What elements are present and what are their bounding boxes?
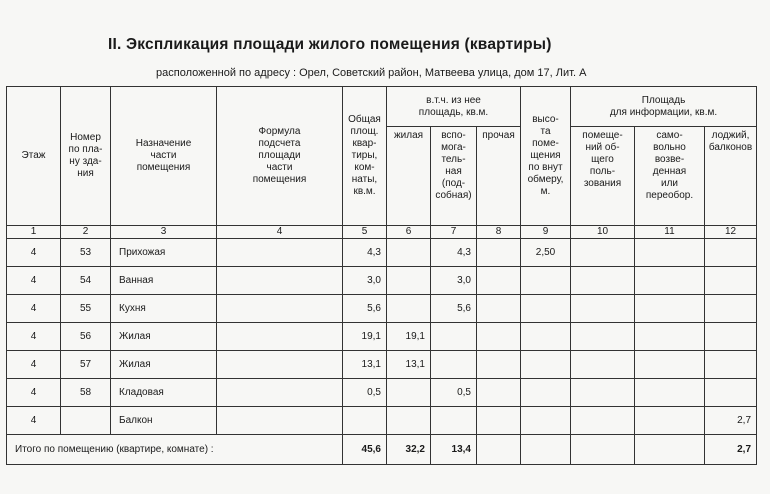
- header-living: жилая: [387, 127, 431, 226]
- col-number: 8: [477, 226, 521, 239]
- header-incl-group: в.т.ч. из нее площадь, кв.м.: [387, 87, 521, 127]
- totals-living: 32,2: [387, 435, 431, 465]
- document-title: II. Экспликация площади жилого помещения (квартиры): [108, 36, 552, 53]
- cell-formula: [217, 239, 343, 267]
- cell-total-area: 5,6: [343, 295, 387, 323]
- column-numbers-row: [7, 226, 757, 239]
- table-row: [7, 323, 757, 351]
- cell-loggia: 2,7: [705, 407, 757, 435]
- cell-purpose: Жилая: [111, 323, 217, 351]
- cell-floor: 4: [7, 379, 61, 407]
- cell-total-area: 3,0: [343, 267, 387, 295]
- cell-purpose: Кладовая: [111, 379, 217, 407]
- cell-formula: [217, 323, 343, 351]
- header-loggia: лоджий, балконов: [705, 127, 757, 226]
- cell-formula: [217, 407, 343, 435]
- cell-loggia: [705, 351, 757, 379]
- cell-living: [387, 239, 431, 267]
- cell-other: [477, 379, 521, 407]
- cell-other: [477, 407, 521, 435]
- header-info-group: Площадь для информации, кв.м.: [571, 87, 757, 127]
- totals-total-area: 45,6: [343, 435, 387, 465]
- cell-living: [387, 407, 431, 435]
- cell-living: 13,1: [387, 351, 431, 379]
- cell-living: [387, 379, 431, 407]
- cell-room-no: 57: [61, 351, 111, 379]
- cell-room-no: 56: [61, 323, 111, 351]
- cell-formula: [217, 351, 343, 379]
- cell-room-no: 55: [61, 295, 111, 323]
- cell-other: [477, 267, 521, 295]
- cell-loggia: [705, 323, 757, 351]
- cell-total-area: 19,1: [343, 323, 387, 351]
- col-number: 6: [387, 226, 431, 239]
- header-purpose: Назначение части помещения: [111, 87, 217, 226]
- totals-label: Итого по помещению (квартире, комнате) :: [7, 435, 343, 465]
- cell-loggia: [705, 379, 757, 407]
- explication-table: [6, 86, 757, 465]
- cell-living: [387, 295, 431, 323]
- cell-auxiliary: 5,6: [431, 295, 477, 323]
- cell-common: [571, 407, 635, 435]
- cell-floor: 4: [7, 267, 61, 295]
- header-common: помеще- ний об- щего поль- зования: [571, 127, 635, 226]
- cell-height: [521, 379, 571, 407]
- table-row: [7, 295, 757, 323]
- cell-common: [571, 379, 635, 407]
- cell-self-built: [635, 323, 705, 351]
- cell-self-built: [635, 239, 705, 267]
- header-total-area: Общая площ. квар- тиры, ком- наты, кв.м.: [343, 87, 387, 226]
- cell-self-built: [635, 379, 705, 407]
- cell-height: [521, 295, 571, 323]
- cell-common: [571, 295, 635, 323]
- cell-total-area: 4,3: [343, 239, 387, 267]
- col-number: 2: [61, 226, 111, 239]
- cell-height: [521, 267, 571, 295]
- totals-auxiliary: 13,4: [431, 435, 477, 465]
- cell-room-no: 53: [61, 239, 111, 267]
- table-row: [7, 351, 757, 379]
- cell-self-built: [635, 351, 705, 379]
- cell-purpose: Жилая: [111, 351, 217, 379]
- cell-auxiliary: 0,5: [431, 379, 477, 407]
- cell-auxiliary: [431, 351, 477, 379]
- cell-purpose: Кухня: [111, 295, 217, 323]
- cell-living: [387, 267, 431, 295]
- cell-formula: [217, 379, 343, 407]
- cell-loggia: [705, 239, 757, 267]
- col-number: 10: [571, 226, 635, 239]
- totals-loggia: 2,7: [705, 435, 757, 465]
- cell-other: [477, 295, 521, 323]
- cell-living: 19,1: [387, 323, 431, 351]
- totals-height: [521, 435, 571, 465]
- cell-common: [571, 239, 635, 267]
- col-number: 1: [7, 226, 61, 239]
- cell-floor: 4: [7, 407, 61, 435]
- cell-floor: 4: [7, 351, 61, 379]
- cell-purpose: Прихожая: [111, 239, 217, 267]
- cell-auxiliary: [431, 407, 477, 435]
- cell-other: [477, 239, 521, 267]
- cell-purpose: Ванная: [111, 267, 217, 295]
- header-other: прочая: [477, 127, 521, 226]
- cell-auxiliary: 4,3: [431, 239, 477, 267]
- cell-common: [571, 351, 635, 379]
- cell-purpose: Балкон: [111, 407, 217, 435]
- cell-self-built: [635, 267, 705, 295]
- header-room-no: Номер по пла- ну зда- ния: [61, 87, 111, 226]
- cell-other: [477, 351, 521, 379]
- table-row: [7, 239, 757, 267]
- cell-height: 2,50: [521, 239, 571, 267]
- cell-total-area: [343, 407, 387, 435]
- cell-loggia: [705, 295, 757, 323]
- col-number: 7: [431, 226, 477, 239]
- col-number: 11: [635, 226, 705, 239]
- cell-room-no: [61, 407, 111, 435]
- cell-other: [477, 323, 521, 351]
- header-self-built: само- вольно возве- денная или переобор.: [635, 127, 705, 226]
- cell-formula: [217, 267, 343, 295]
- cell-floor: 4: [7, 295, 61, 323]
- cell-floor: 4: [7, 323, 61, 351]
- cell-common: [571, 323, 635, 351]
- table-row: [7, 267, 757, 295]
- cell-room-no: 54: [61, 267, 111, 295]
- cell-height: [521, 351, 571, 379]
- col-number: 5: [343, 226, 387, 239]
- room-rows: [7, 239, 757, 435]
- cell-height: [521, 407, 571, 435]
- totals-other: [477, 435, 521, 465]
- cell-auxiliary: [431, 323, 477, 351]
- col-number: 3: [111, 226, 217, 239]
- header-formula: Формула подсчета площади части помещения: [217, 87, 343, 226]
- col-number: 4: [217, 226, 343, 239]
- totals-self-built: [635, 435, 705, 465]
- cell-self-built: [635, 407, 705, 435]
- cell-room-no: 58: [61, 379, 111, 407]
- cell-total-area: 13,1: [343, 351, 387, 379]
- cell-auxiliary: 3,0: [431, 267, 477, 295]
- col-number: 12: [705, 226, 757, 239]
- cell-total-area: 0,5: [343, 379, 387, 407]
- address-line: расположенной по адресу : Орел, Советский район, Матвеева улица, дом 17, Лит. А: [156, 67, 587, 79]
- header-height: высо- та поме- щения по внут обмеру, м.: [521, 87, 571, 226]
- cell-floor: 4: [7, 239, 61, 267]
- header-floor: Этаж: [7, 87, 61, 226]
- totals-row: [7, 435, 757, 465]
- cell-self-built: [635, 295, 705, 323]
- cell-formula: [217, 295, 343, 323]
- cell-loggia: [705, 267, 757, 295]
- cell-height: [521, 323, 571, 351]
- col-number: 9: [521, 226, 571, 239]
- cell-common: [571, 267, 635, 295]
- table-row: [7, 407, 757, 435]
- table-row: [7, 379, 757, 407]
- totals-common: [571, 435, 635, 465]
- header-auxiliary: вспо- мога- тель- ная (под- собная): [431, 127, 477, 226]
